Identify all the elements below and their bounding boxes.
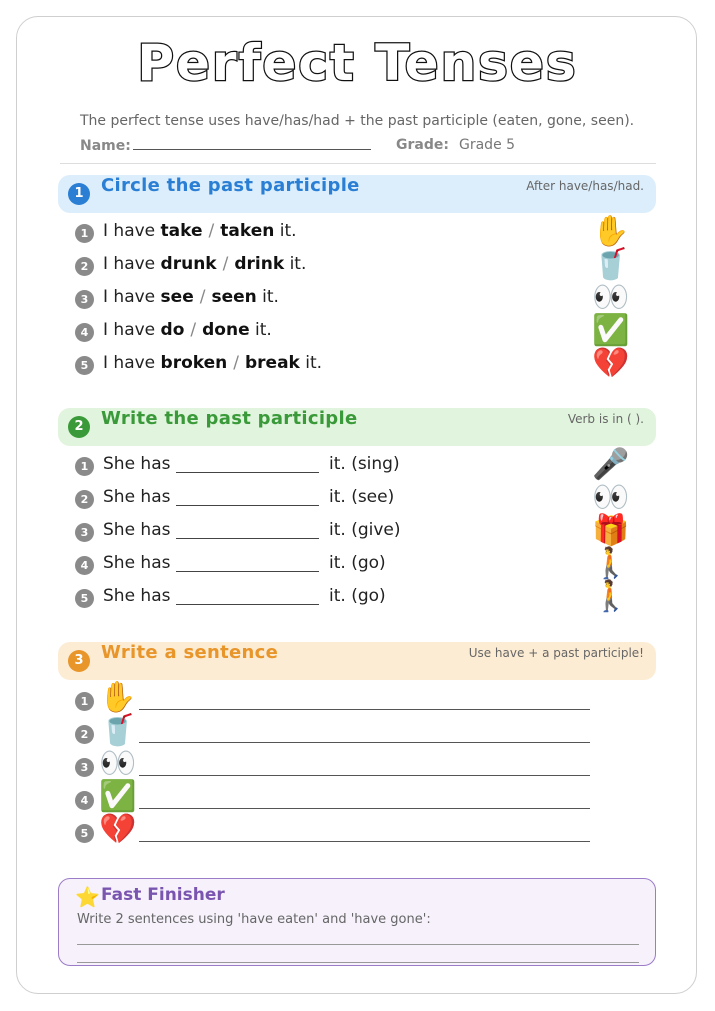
sentence-item (75, 812, 635, 851)
item-prefix: She has (103, 553, 171, 573)
item-suffix: it. (give) (329, 520, 401, 540)
item-number: 3 (75, 290, 94, 309)
item-number: 3 (75, 523, 94, 542)
section-1-header (58, 175, 656, 213)
item-prefix: She has (103, 487, 171, 507)
sentence-line[interactable] (139, 775, 590, 776)
option-2[interactable]: done (202, 320, 250, 340)
fill-item (75, 513, 635, 548)
check-icon: ✅ (592, 313, 630, 348)
name-label: Name: (80, 138, 131, 154)
sentence-line[interactable] (139, 709, 590, 710)
option-2[interactable]: taken (220, 221, 275, 241)
slash: / (208, 221, 215, 241)
item-sentence (103, 254, 306, 274)
cup-icon: 🥤 (99, 713, 137, 748)
sentence-item (75, 746, 635, 785)
hand-icon: ✋ (99, 680, 137, 715)
fill-item (75, 579, 635, 614)
item-number: 4 (75, 323, 94, 342)
item-number: 2 (75, 490, 94, 509)
item-number: 1 (75, 457, 94, 476)
circle-item (75, 247, 635, 282)
item-suffix: it. (go) (329, 586, 386, 606)
cup-icon: 🥤 (592, 247, 630, 282)
item-sentence (103, 287, 279, 307)
item-number: 2 (75, 257, 94, 276)
section-title: Write a sentence (101, 642, 279, 663)
slash: / (190, 320, 197, 340)
sentence-item (75, 713, 635, 752)
item-prefix: I have (103, 287, 156, 307)
section-hint: Verb is in ( ). (567, 412, 644, 426)
item-suffix: it. (sing) (329, 454, 400, 474)
item-number: 3 (75, 758, 94, 777)
sentence-line[interactable] (139, 742, 590, 743)
answer-blank[interactable] (176, 604, 319, 605)
item-prefix: I have (103, 320, 156, 340)
item-number: 5 (75, 589, 94, 608)
item-prefix: I have (103, 221, 156, 241)
sentence-item (75, 680, 635, 719)
item-prefix: I have (103, 353, 156, 373)
item-number: 2 (75, 725, 94, 744)
circle-item (75, 280, 635, 315)
item-suffix: it. (305, 353, 323, 373)
section-title: Circle the past participle (101, 175, 360, 196)
fill-item (75, 546, 635, 581)
item-number: 1 (75, 692, 94, 711)
grade-label: Grade: (396, 137, 449, 153)
item-number: 1 (75, 224, 94, 243)
slash: / (199, 287, 206, 307)
sentence-item (75, 779, 635, 818)
option-1[interactable]: see (160, 287, 194, 307)
item-prefix: She has (103, 520, 171, 540)
answer-blank[interactable] (176, 538, 319, 539)
star-icon: ⭐ (75, 885, 100, 909)
eyes-icon: 👀 (592, 480, 630, 515)
circle-item (75, 346, 635, 381)
section-hint: After have/has/had. (526, 179, 644, 193)
fill-item (75, 480, 635, 515)
option-2[interactable]: break (245, 353, 300, 373)
intro-text: The perfect tense uses have/has/had + the past participle (eaten, gone, seen). (80, 113, 635, 129)
eyes-icon: 👀 (99, 746, 137, 781)
fast-finisher-box (58, 878, 656, 966)
section-number-badge: 1 (68, 183, 90, 205)
item-sentence (103, 353, 322, 373)
item-suffix: it. (go) (329, 553, 386, 573)
walking-person-icon: 🚶 (592, 579, 630, 614)
section-hint: Use have + a past participle! (468, 646, 644, 660)
circle-item (75, 214, 635, 249)
option-2[interactable]: drink (234, 254, 285, 274)
item-number: 4 (75, 791, 94, 810)
sentence-line[interactable] (139, 808, 590, 809)
answer-blank[interactable] (176, 571, 319, 572)
fast-finisher-instruction: Write 2 sentences using 'have eaten' and 'have gone': (77, 912, 431, 927)
fill-item (75, 447, 635, 482)
grade-value: Grade 5 (459, 137, 516, 153)
slash: / (233, 353, 239, 373)
section-number-badge: 3 (68, 650, 90, 672)
item-prefix: I have (103, 254, 156, 274)
answer-line[interactable] (77, 962, 639, 963)
circle-item (75, 313, 635, 348)
section-title: Write the past participle (101, 408, 358, 429)
answer-line[interactable] (77, 944, 639, 945)
broken-heart-icon: 💔 (592, 346, 630, 381)
item-suffix: it. (see) (329, 487, 395, 507)
item-suffix: it. (279, 221, 297, 241)
section-2-header (58, 408, 656, 446)
item-sentence (103, 320, 272, 340)
item-sentence (103, 221, 297, 241)
option-1[interactable]: drunk (160, 254, 217, 274)
item-suffix: it. (255, 320, 272, 340)
option-1[interactable]: broken (160, 353, 228, 373)
option-1[interactable]: take (160, 221, 203, 241)
item-suffix: it. (262, 287, 279, 307)
worksheet-title: Perfect Tenses (137, 34, 578, 92)
item-number: 5 (75, 824, 94, 843)
fast-finisher-title: Fast Finisher (101, 885, 225, 905)
item-suffix: it. (289, 254, 307, 274)
name-grade-row (80, 137, 660, 154)
walking-person-icon: 🚶 (592, 546, 630, 581)
gift-icon: 🎁 (592, 513, 630, 548)
option-2[interactable]: seen (211, 287, 257, 307)
item-number: 5 (75, 356, 94, 375)
section-number-badge: 2 (68, 416, 90, 438)
header-divider (60, 163, 656, 164)
name-blank[interactable] (133, 137, 371, 150)
sentence-line[interactable] (139, 841, 590, 842)
answer-blank[interactable] (176, 505, 319, 506)
item-number: 4 (75, 556, 94, 575)
option-1[interactable]: do (160, 320, 185, 340)
item-prefix: She has (103, 454, 171, 474)
slash: / (222, 254, 229, 274)
check-icon: ✅ (99, 779, 137, 814)
eyes-icon: 👀 (592, 280, 630, 315)
section-3-header (58, 642, 656, 680)
answer-blank[interactable] (176, 472, 319, 473)
microphone-icon: 🎤 (592, 447, 630, 482)
hand-icon: ✋ (592, 214, 630, 249)
broken-heart-icon: 💔 (99, 812, 137, 847)
item-prefix: She has (103, 586, 171, 606)
